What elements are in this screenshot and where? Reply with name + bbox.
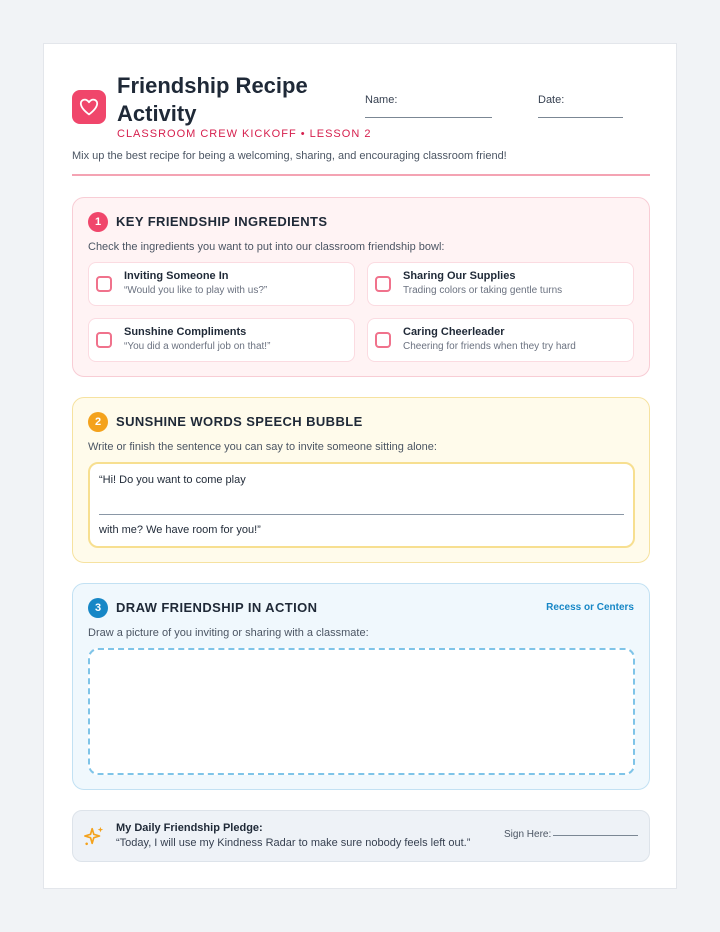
speech-bubble <box>88 462 635 548</box>
pledge-text: “Today, I will use my Kindness Radar to make sure nobody feels left out.” <box>116 837 471 849</box>
page-subtitle: CLASSROOM CREW KICKOFF • LESSON 2 <box>117 128 372 140</box>
ingredient-sharing[interactable] <box>367 262 634 306</box>
sign-label: Sign Here: <box>504 829 552 840</box>
ingredients-section <box>72 197 650 377</box>
worksheet-page <box>43 43 677 889</box>
pledge-box <box>72 810 650 862</box>
ingredient-cheerleader[interactable] <box>367 318 634 362</box>
sentence-end: with me? We have room for you!” <box>99 524 261 536</box>
sparkle-icon <box>83 825 105 847</box>
name-label: Name: <box>365 94 398 106</box>
pledge-title: My Daily Friendship Pledge: <box>116 822 263 834</box>
intro-text: Mix up the best recipe for being a welcoming, sharing, and encouraging classroom friend! <box>72 150 507 162</box>
name-field[interactable] <box>365 117 492 118</box>
speech-bubble-section <box>72 397 650 563</box>
ingredient-name: Sharing Our Supplies <box>403 270 516 282</box>
signature-field[interactable] <box>553 835 638 836</box>
section-title: DRAW FRIENDSHIP IN ACTION <box>116 600 318 615</box>
checkbox[interactable] <box>375 276 391 292</box>
ingredient-name: Sunshine Compliments <box>124 326 247 338</box>
ingredient-description: Cheering for friends when they try hard <box>403 341 576 352</box>
ingredient-name: Caring Cheerleader <box>403 326 505 338</box>
page-title: Friendship Recipe Activity <box>117 73 308 126</box>
logo-badge <box>72 90 106 124</box>
header-divider <box>72 174 650 176</box>
section-prompt: Check the ingredients you want to put into our classroom friendship bowl: <box>88 241 445 253</box>
sentence-write-line[interactable] <box>99 514 624 515</box>
date-field[interactable] <box>538 117 623 118</box>
drawing-section <box>72 583 650 790</box>
date-label: Date: <box>538 94 565 106</box>
ingredient-inviting[interactable] <box>88 262 355 306</box>
section-number-badge: 2 <box>88 412 108 432</box>
drawing-area[interactable] <box>88 648 635 775</box>
section-title: KEY FRIENDSHIP INGREDIENTS <box>116 214 328 229</box>
section-title: SUNSHINE WORDS SPEECH BUBBLE <box>116 414 363 429</box>
ingredient-compliments[interactable] <box>88 318 355 362</box>
section-tag: Recess or Centers <box>546 602 634 613</box>
checkbox[interactable] <box>375 332 391 348</box>
section-prompt: Write or finish the sentence you can say to invite someone sitting alone: <box>88 441 437 453</box>
section-number-badge: 3 <box>88 598 108 618</box>
section-prompt: Draw a picture of you inviting or sharing with a classmate: <box>88 627 369 639</box>
heart-icon <box>79 98 99 116</box>
ingredient-description: “You did a wonderful job on that!” <box>124 341 271 352</box>
ingredient-description: “Would you like to play with us?” <box>124 285 268 296</box>
checkbox[interactable] <box>96 332 112 348</box>
ingredient-description: Trading colors or taking gentle turns <box>403 285 563 296</box>
ingredient-name: Inviting Someone In <box>124 270 229 282</box>
sentence-start: “Hi! Do you want to come play <box>99 474 246 486</box>
checkbox[interactable] <box>96 276 112 292</box>
section-number-badge: 1 <box>88 212 108 232</box>
